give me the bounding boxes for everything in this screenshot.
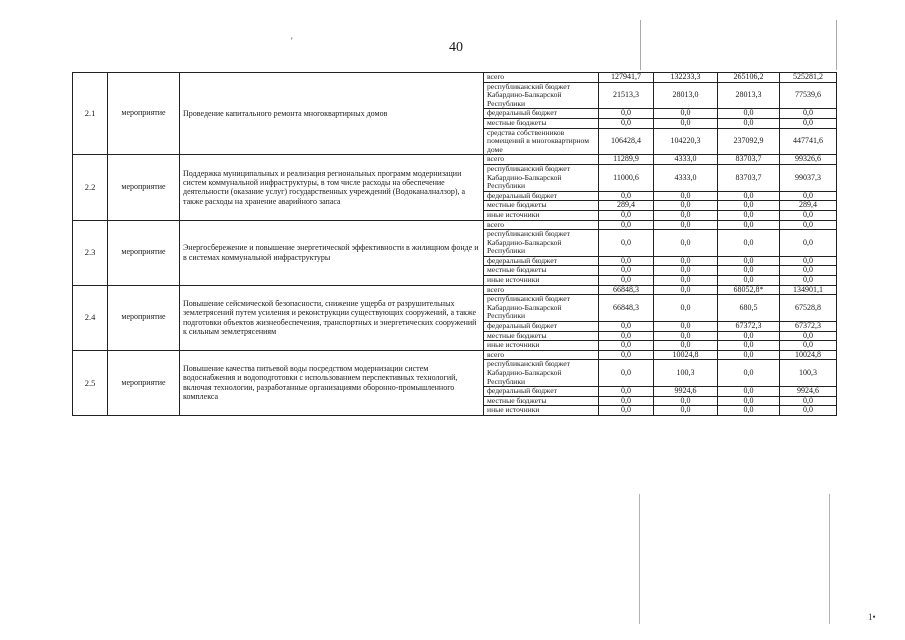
item-kind: мероприятие: [108, 73, 180, 155]
funding-source: республиканский бюджет Кабардино-Балкарской Республики: [484, 360, 599, 387]
amount-v1: 0,0: [599, 341, 654, 351]
amount-v2: 10024,8: [654, 350, 718, 360]
amount-v3: 265106,2: [718, 73, 780, 83]
amount-v3: 0,0: [718, 266, 780, 276]
amount-v3: 0,0: [718, 331, 780, 341]
amount-v2: 0,0: [654, 396, 718, 406]
amount-v2: 0,0: [654, 109, 718, 119]
amount-total: 447741,6: [780, 128, 837, 155]
amount-total: 0,0: [780, 210, 837, 220]
amount-total: 0,0: [780, 266, 837, 276]
amount-total: 0,0: [780, 396, 837, 406]
amount-v1: 66848,3: [599, 285, 654, 295]
funding-source: средства собственников помещений в многоквартирном доме: [484, 128, 599, 155]
amount-v1: 0,0: [599, 210, 654, 220]
amount-total: 134901,1: [780, 285, 837, 295]
funding-source: иные источники: [484, 341, 599, 351]
amount-total: 67372,3: [780, 322, 837, 332]
funding-source: местные бюджеты: [484, 201, 599, 211]
amount-v2: 28013,0: [654, 82, 718, 109]
amount-total: 0,0: [780, 331, 837, 341]
item-kind: мероприятие: [108, 350, 180, 415]
amount-total: 0,0: [780, 406, 837, 416]
amount-total: 289,4: [780, 201, 837, 211]
amount-v3: 83703,7: [718, 164, 780, 191]
amount-v1: 11289,9: [599, 155, 654, 165]
budget-table: [72, 72, 837, 416]
table-row: [73, 220, 837, 230]
amount-v2: 0,0: [654, 276, 718, 286]
funding-source: всего: [484, 73, 599, 83]
amount-v1: 0,0: [599, 331, 654, 341]
funding-source: иные источники: [484, 276, 599, 286]
amount-v2: 0,0: [654, 341, 718, 351]
amount-total: 100,3: [780, 360, 837, 387]
amount-total: 0,0: [780, 230, 837, 257]
funding-source: федеральный бюджет: [484, 256, 599, 266]
amount-v2: 0,0: [654, 285, 718, 295]
funding-source: республиканский бюджет Кабардино-Балкарской Республики: [484, 230, 599, 257]
item-code: 2.1: [73, 73, 108, 155]
amount-v1: 0,0: [599, 266, 654, 276]
page-number: 40: [449, 40, 463, 55]
amount-v1: 0,0: [599, 109, 654, 119]
funding-source: местные бюджеты: [484, 396, 599, 406]
amount-v1: 127941,7: [599, 73, 654, 83]
scan-line: [829, 494, 830, 624]
amount-v3: 0,0: [718, 360, 780, 387]
amount-v2: 104220,3: [654, 128, 718, 155]
funding-source: республиканский бюджет Кабардино-Балкарской Республики: [484, 82, 599, 109]
table-row: [73, 350, 837, 360]
amount-v3: 0,0: [718, 350, 780, 360]
amount-v3: 0,0: [718, 406, 780, 416]
scan-line: [639, 494, 640, 624]
amount-v2: 0,0: [654, 191, 718, 201]
amount-v2: 0,0: [654, 230, 718, 257]
amount-v2: 0,0: [654, 295, 718, 322]
amount-v3: 0,0: [718, 118, 780, 128]
amount-v1: 0,0: [599, 360, 654, 387]
amount-v2: 9924,6: [654, 387, 718, 397]
amount-v2: 4333,0: [654, 155, 718, 165]
amount-total: 525281,2: [780, 73, 837, 83]
amount-total: 99037,3: [780, 164, 837, 191]
funding-source: федеральный бюджет: [484, 191, 599, 201]
funding-source: местные бюджеты: [484, 266, 599, 276]
stray-mark-top: ': [291, 36, 293, 46]
amount-v2: 0,0: [654, 201, 718, 211]
funding-source: местные бюджеты: [484, 118, 599, 128]
funding-source: всего: [484, 155, 599, 165]
amount-v1: 106428,4: [599, 128, 654, 155]
amount-v1: 289,4: [599, 201, 654, 211]
item-title: Повышение сейсмической безопасности, снижение ущерба от разрушительных землетрясений путем усиления и реконструкции существующих сооружений, а также подготовки объектов жизнеобеспечения, транспортных и энергетических сооружений к сильным землетрясениям: [180, 285, 484, 350]
item-kind: мероприятие: [108, 285, 180, 350]
amount-v2: 0,0: [654, 322, 718, 332]
amount-v1: 0,0: [599, 406, 654, 416]
table-row: [73, 73, 837, 83]
amount-v2: 100,3: [654, 360, 718, 387]
amount-v1: 0,0: [599, 350, 654, 360]
amount-v3: 67372,3: [718, 322, 780, 332]
amount-total: 0,0: [780, 220, 837, 230]
amount-v3: 0,0: [718, 341, 780, 351]
amount-total: 10024,8: [780, 350, 837, 360]
amount-v1: 0,0: [599, 191, 654, 201]
stray-mark-bottom-right: 1•: [868, 612, 876, 622]
funding-source: всего: [484, 350, 599, 360]
amount-total: 0,0: [780, 276, 837, 286]
amount-v2: 4333,0: [654, 164, 718, 191]
amount-v2: 0,0: [654, 118, 718, 128]
amount-v3: 0,0: [718, 201, 780, 211]
item-title: Поддержка муниципальных и реализация региональных программ модернизации систем коммунальной инфраструктуры, в том числе расходы на обеспечение деятельности (оказание услуг) государственных учреждений (Водоканалналзор), а также расходы на хранение аварийного запаса: [180, 155, 484, 220]
funding-source: всего: [484, 220, 599, 230]
amount-total: 0,0: [780, 118, 837, 128]
amount-total: 0,0: [780, 109, 837, 119]
amount-v3: 0,0: [718, 220, 780, 230]
item-kind: мероприятие: [108, 220, 180, 285]
funding-source: федеральный бюджет: [484, 387, 599, 397]
scan-line: [640, 20, 641, 70]
amount-v3: 0,0: [718, 256, 780, 266]
amount-v3: 0,0: [718, 276, 780, 286]
amount-v3: 28013,3: [718, 82, 780, 109]
budget-table-body: [73, 73, 837, 416]
item-title: Энергосбережение и повышение энергетической эффективности в жилищном фонде и в системах коммунальной инфраструктуры: [180, 220, 484, 285]
amount-v1: 0,0: [599, 276, 654, 286]
amount-total: 0,0: [780, 256, 837, 266]
amount-v3: 68052,8*: [718, 285, 780, 295]
amount-total: 99326,6: [780, 155, 837, 165]
amount-v2: 0,0: [654, 256, 718, 266]
amount-v1: 21513,3: [599, 82, 654, 109]
item-code: 2.2: [73, 155, 108, 220]
amount-total: 0,0: [780, 341, 837, 351]
item-title: Повышение качества питьевой воды посредством модернизации систем водоснабжения и водоподготовки с использованием перспективных технологий, включая технологии, разработанные организациями оборонно-промышленного комплекса: [180, 350, 484, 415]
amount-v3: 0,0: [718, 210, 780, 220]
amount-v3: 0,0: [718, 387, 780, 397]
amount-v1: 66848,3: [599, 295, 654, 322]
funding-source: иные источники: [484, 406, 599, 416]
funding-source: всего: [484, 285, 599, 295]
funding-source: федеральный бюджет: [484, 109, 599, 119]
amount-v2: 132233,3: [654, 73, 718, 83]
item-code: 2.4: [73, 285, 108, 350]
item-kind: мероприятие: [108, 155, 180, 220]
funding-source: местные бюджеты: [484, 331, 599, 341]
amount-v1: 0,0: [599, 387, 654, 397]
amount-v1: 11000,6: [599, 164, 654, 191]
item-code: 2.3: [73, 220, 108, 285]
amount-v2: 0,0: [654, 220, 718, 230]
amount-v1: 0,0: [599, 118, 654, 128]
amount-v1: 0,0: [599, 230, 654, 257]
amount-v1: 0,0: [599, 256, 654, 266]
table-row: [73, 285, 837, 295]
amount-total: 77539,6: [780, 82, 837, 109]
funding-source: республиканский бюджет Кабардино-Балкарской Республики: [484, 295, 599, 322]
scan-line: [836, 20, 837, 70]
amount-v2: 0,0: [654, 331, 718, 341]
funding-source: федеральный бюджет: [484, 322, 599, 332]
amount-v3: 0,0: [718, 109, 780, 119]
amount-v2: 0,0: [654, 266, 718, 276]
amount-total: 9924,6: [780, 387, 837, 397]
funding-source: республиканский бюджет Кабардино-Балкарской Республики: [484, 164, 599, 191]
amount-v1: 0,0: [599, 322, 654, 332]
amount-total: 0,0: [780, 191, 837, 201]
amount-v3: 0,0: [718, 230, 780, 257]
amount-total: 67528,8: [780, 295, 837, 322]
funding-source: иные источники: [484, 210, 599, 220]
amount-v3: 0,0: [718, 191, 780, 201]
table-row: [73, 155, 837, 165]
amount-v2: 0,0: [654, 406, 718, 416]
amount-v3: 237092,9: [718, 128, 780, 155]
amount-v3: 680,5: [718, 295, 780, 322]
amount-v3: 0,0: [718, 396, 780, 406]
amount-v3: 83703,7: [718, 155, 780, 165]
item-code: 2.5: [73, 350, 108, 415]
amount-v1: 0,0: [599, 220, 654, 230]
amount-v1: 0,0: [599, 396, 654, 406]
item-title: Проведение капитального ремонта многоквартирных домов: [180, 73, 484, 155]
amount-v2: 0,0: [654, 210, 718, 220]
